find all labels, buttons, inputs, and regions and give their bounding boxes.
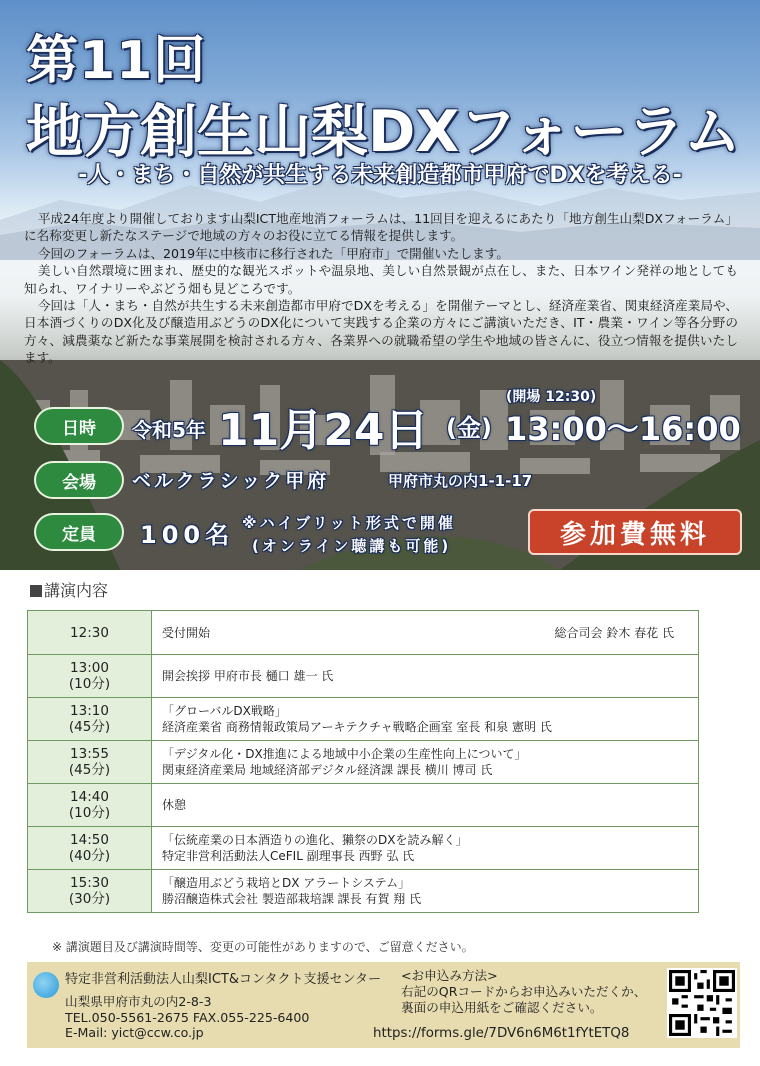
program-table	[27, 610, 699, 913]
hybrid-note: ※ハイブリット形式で開催	[242, 514, 456, 532]
content-cell	[152, 655, 699, 698]
table-row	[28, 655, 699, 698]
time-text: 13:55	[70, 746, 109, 762]
time-text: 15:30	[70, 875, 109, 891]
session-title: 「醸造用ぶどう栽培とDX アラートシステム」	[162, 876, 411, 890]
time-text: 13:10	[70, 703, 109, 719]
time-cell	[28, 611, 152, 655]
time-text: 14:50	[70, 832, 109, 848]
forum-title: 地方創生山梨DXフォーラム	[26, 99, 741, 165]
application-method	[401, 968, 646, 1016]
duration-text: (30分)	[68, 891, 111, 907]
online-note: (オンライン聴講も可能)	[252, 537, 452, 555]
application-url-link[interactable]: https://forms.gle/7DV6n6M6t1fYtETQ8	[373, 1026, 630, 1041]
phone-fax: TEL.050-5561-2675 FAX.055-225-6400	[65, 1009, 310, 1025]
event-era: 令和5年	[132, 418, 206, 442]
time-cell	[28, 870, 152, 913]
application-text: 右記のQRコードからお申込みいただくか、	[401, 984, 647, 999]
intro-paragraph: 今回は「人・まち・自然が共生する未来創造都市甲府でDXを考える」を開催テーマとし、経済産業省、関東経済産業局や、日本酒づくりのDX化及び醸造用ぶどうのDX化について実践する企業の方々にご講演いただき、IT・農業・ワイン等各分野の方々、減農薬など新たな事業展開を検討される方々、各業界への就職希望の学生や地域の皆さんに、役立つ情報を提供いたします。	[24, 298, 738, 366]
duration-text: (45分)	[68, 762, 111, 778]
table-row	[28, 784, 699, 827]
application-heading: <お申込み方法>	[401, 968, 498, 983]
forum-number: 第11回	[26, 31, 207, 91]
duration-text: (45分)	[68, 719, 111, 735]
forum-subtitle: -人・まち・自然が共生する未来創造都市甲府でDXを考える-	[78, 163, 682, 188]
intro-paragraph: 美しい自然環境に囲まれ、歴史的な観光スポットや温泉地、美しい自然景観が点在し、また、日本ワイン発祥の地としても知られ、ワイナリーやぶどう畑も見どころです。	[24, 263, 738, 296]
event-date: 11月24日	[218, 405, 429, 456]
date-label: 日時	[36, 409, 122, 443]
content-cell	[152, 698, 699, 741]
venue-name: ベルクラシック甲府	[132, 470, 330, 492]
table-row	[28, 827, 699, 870]
capacity-label: 定員	[36, 515, 122, 549]
session-title: 「伝統産業の日本酒造りの進化、獺祭のDXを読み解く」	[162, 833, 468, 847]
contact-footer	[27, 962, 740, 1048]
emcee-text: 総合司会 鈴木 春花 氏	[554, 625, 674, 640]
session-title: 休憩	[162, 798, 187, 812]
table-row	[28, 611, 699, 655]
time-text: 14:40	[70, 789, 109, 805]
free-admission-badge: 参加費無料	[528, 509, 742, 555]
speaker-text: 関東経済産業局 地域経済部デジタル経済課 課長 横川 博司 氏	[162, 763, 493, 777]
time-cell	[28, 741, 152, 784]
speaker-text: 特定非営利活動法人CeFIL 副理事長 西野 弘 氏	[162, 849, 415, 863]
session-title: 「グローバルDX戦略」	[162, 704, 287, 718]
intro-text	[24, 210, 738, 367]
table-row	[28, 741, 699, 784]
content-cell	[152, 784, 699, 827]
email-link[interactable]: E-Mail: yict@ccw.co.jp	[65, 1025, 204, 1040]
organization-name: 特定非営利活動法人山梨ICT&コンタクト支援センター	[65, 972, 381, 987]
table-row	[28, 870, 699, 913]
content-cell	[152, 870, 699, 913]
session-title: 受付開始	[162, 625, 211, 640]
time-text: 12:30	[70, 624, 109, 641]
content-cell	[152, 611, 699, 655]
time-cell	[28, 655, 152, 698]
venue-address: 甲府市丸の内1-1-17	[388, 472, 533, 490]
content-cell	[152, 827, 699, 870]
time-cell	[28, 827, 152, 870]
duration-text: (40分)	[68, 848, 111, 864]
program-heading-text: 講演内容	[44, 581, 109, 600]
intro-paragraph: 平成24年度より開催しております山梨ICT地産地消フォーラムは、11回目を迎えるにあたり「地方創生山梨DXフォーラム」に名称変更し新たなステージで地域の方々のお役に立てる情報を提供します。	[24, 211, 738, 244]
venue-label: 会場	[36, 463, 122, 497]
event-weekday: (金)	[446, 414, 492, 442]
table-row	[28, 698, 699, 741]
speaker-text: 経済産業省 商務情報政策局アーキテクチャ戦略企画室 室長 和泉 憲明 氏	[162, 720, 552, 734]
duration-text: (10分)	[68, 676, 111, 692]
org-address: 山梨県甲府市丸の内2-8-3	[65, 994, 212, 1009]
session-title: 開会挨拶 甲府市長 樋口 雄一 氏	[162, 669, 334, 683]
program-heading	[30, 578, 108, 601]
time-cell	[28, 784, 152, 827]
time-cell	[28, 698, 152, 741]
organization-logo-icon	[33, 972, 59, 998]
change-notice: ※ 講演題目及び講演時間等、変更の可能性がありますので、ご留意ください。	[52, 940, 474, 954]
capacity-value: 100名	[140, 521, 235, 549]
session-title: 「デジタル化・DX推進による地域中小企業の生産性向上について」	[162, 747, 527, 761]
speaker-text: 勝沼醸造株式会社 製造部栽培課 課長 有賀 翔 氏	[162, 892, 422, 906]
time-text: 13:00	[70, 660, 109, 676]
doors-open: (開場 12:30)	[506, 389, 597, 405]
event-time: 13:00〜16:00	[505, 410, 741, 448]
application-text: 裏面の申込用紙をご確認ください。	[401, 1000, 603, 1015]
square-bullet-icon	[30, 585, 42, 597]
intro-paragraph: 今回のフォーラムは、2019年に中核市に移行された「甲府市」で開催いたします。	[37, 245, 509, 261]
qr-code-icon[interactable]	[667, 968, 737, 1038]
content-cell	[152, 741, 699, 784]
duration-text: (10分)	[68, 805, 111, 821]
contact-details	[65, 994, 309, 1041]
